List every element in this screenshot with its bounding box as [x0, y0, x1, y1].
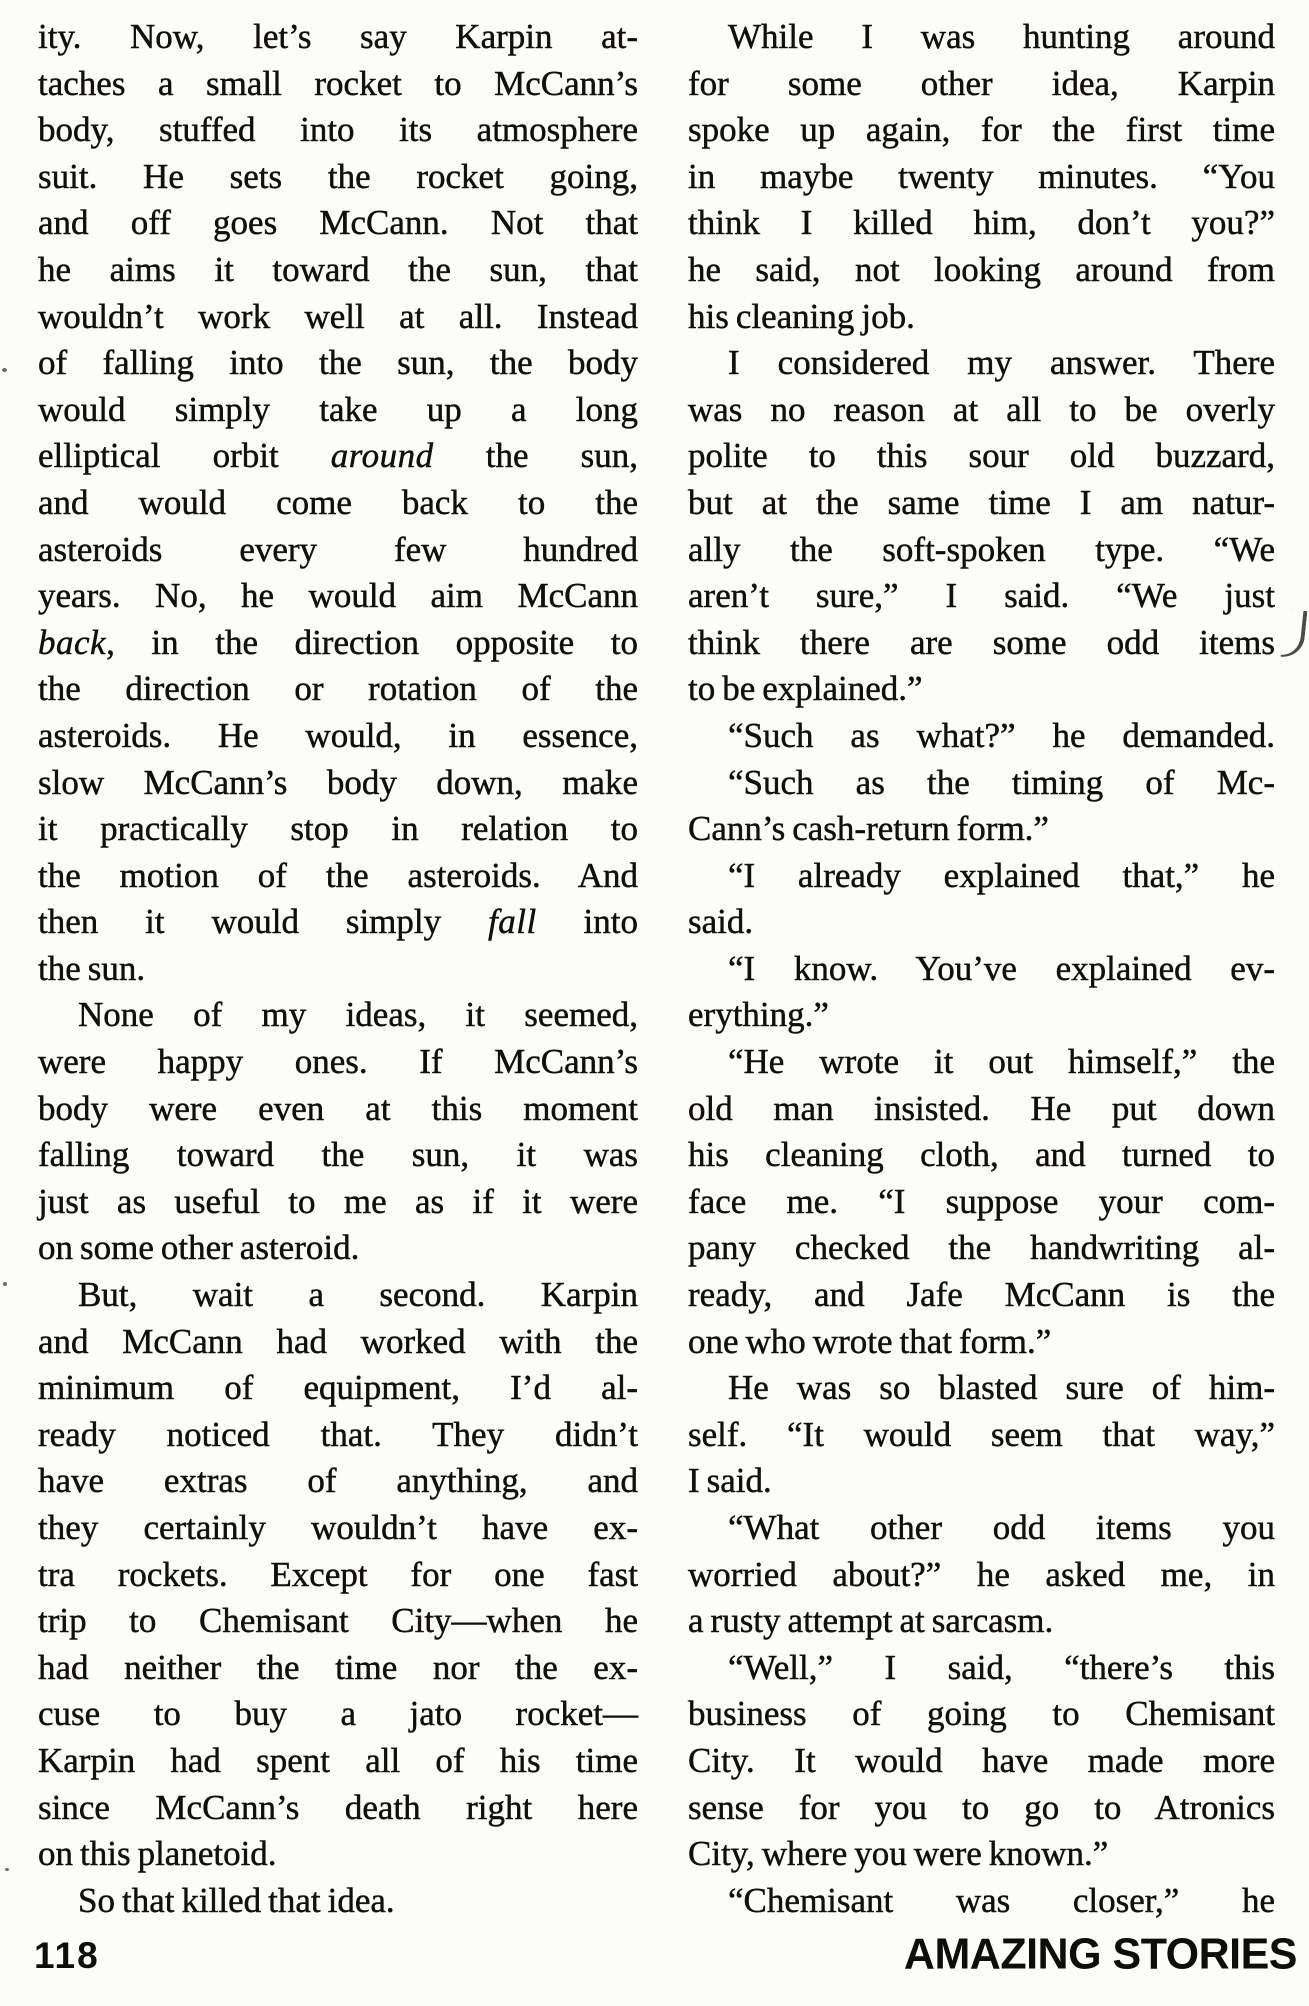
- text-line: one who wrote that form.”: [688, 1321, 1052, 1361]
- text-line: have extras of anything, and: [38, 1461, 638, 1501]
- text-line: of falling into the sun, the body: [38, 343, 638, 383]
- text-line: asteroids. He would, in essence,: [38, 715, 638, 755]
- text-line: body were even at this moment: [38, 1088, 638, 1128]
- scan-speck: [5, 1868, 9, 1871]
- text-line: on this planetoid.: [38, 1834, 277, 1874]
- text-line: City, where you were known.”: [688, 1834, 1109, 1874]
- text-line: back, in the direction opposite to: [38, 622, 638, 662]
- text-line: But, wait a second. Karpin: [78, 1275, 638, 1315]
- text-line: and would come back to the: [38, 482, 638, 522]
- text-line: but at the same time I am natur-: [688, 482, 1275, 522]
- text-line: self. “It would seem that way,”: [688, 1414, 1275, 1454]
- text-line: ally the soft-spoken type. “We: [688, 529, 1275, 569]
- text-line: “What other odd items you: [728, 1508, 1275, 1547]
- text-line: on some other asteroid.: [38, 1228, 360, 1268]
- text-line: trip to Chemisant City—when he: [38, 1601, 638, 1641]
- text-line: “Such as the timing of Mc-: [728, 762, 1275, 802]
- text-line: then it would simply fall into: [38, 902, 639, 942]
- text-line: years. No, he would aim McCann: [38, 576, 638, 616]
- page-footer: [34, 1930, 1297, 1979]
- text-line: sense for you to go to Atronics: [688, 1787, 1275, 1827]
- text-line: he said, not looking around from: [688, 249, 1275, 289]
- text-line: was no reason at all to be overly: [688, 389, 1275, 429]
- text-line: “Such as what?” he demanded.: [728, 715, 1275, 755]
- text-line: None of my ideas, it seemed,: [78, 995, 638, 1035]
- scan-speck: [3, 1282, 7, 1286]
- text-line: “Chemisant was closer,” he: [728, 1880, 1275, 1920]
- text-line: elliptical orbit around the sun,: [38, 436, 638, 476]
- text-line: taches a small rocket to McCann’s: [38, 63, 638, 103]
- text-line: “He wrote it out himself,” the: [728, 1042, 1275, 1082]
- text-line: body, stuffed into its atmosphere: [38, 110, 638, 150]
- text-line: While I was hunting around: [728, 17, 1275, 56]
- text-line: it practically stop in relation to: [38, 809, 638, 849]
- page-number: 118: [34, 1935, 100, 1976]
- text-line: they certainly wouldn’t have ex-: [38, 1508, 638, 1547]
- text-line: I said.: [688, 1461, 772, 1501]
- text-line: “I know. You’ve explained ev-: [728, 948, 1275, 988]
- text-line: So that killed that idea.: [78, 1880, 395, 1920]
- text-line: “I already explained that,” he: [728, 855, 1275, 895]
- text-line: face me. “I suppose your com-: [688, 1181, 1275, 1221]
- text-line: for some other idea, Karpin: [688, 63, 1275, 103]
- text-line: since McCann’s death right here: [38, 1787, 638, 1827]
- text-line: he aims it toward the sun, that: [38, 249, 638, 289]
- text-line: said.: [688, 902, 754, 942]
- text-line: in maybe twenty minutes. “You: [688, 156, 1275, 196]
- text-line: and off goes McCann. Not that: [38, 203, 638, 243]
- text-line: had neither the time nor the ex-: [38, 1647, 638, 1687]
- text-line: He was so blasted sure of him-: [728, 1368, 1275, 1408]
- text-line: business of going to Chemisant: [688, 1694, 1275, 1734]
- text-line: tra rockets. Except for one fast: [38, 1554, 638, 1594]
- text-line: the motion of the asteroids. And: [38, 855, 638, 895]
- text-line: to be explained.”: [688, 669, 923, 709]
- text-line: spoke up again, for the first time: [688, 110, 1275, 150]
- text-line: pany checked the handwriting al-: [688, 1228, 1275, 1268]
- text-line: the sun.: [38, 948, 146, 988]
- text-line: and McCann had worked with the: [38, 1321, 638, 1361]
- text-line: a rusty attempt at sarcasm.: [688, 1601, 1054, 1641]
- text-line: City. It would have made more: [688, 1740, 1275, 1780]
- text-line: just as useful to me as if it were: [38, 1181, 638, 1221]
- text-line: erything.”: [688, 995, 829, 1035]
- text-line: aren’t sure,” I said. “We just: [688, 576, 1275, 616]
- text-line: cuse to buy a jato rocket—: [38, 1694, 638, 1734]
- text-line: Karpin had spent all of his time: [38, 1740, 638, 1780]
- text-line: asteroids every few hundred: [38, 529, 638, 569]
- text-line: old man insisted. He put down: [688, 1088, 1275, 1128]
- text-line: were happy ones. If McCann’s: [38, 1042, 638, 1082]
- text-line: polite to this sour old buzzard,: [688, 436, 1275, 476]
- text-column-left: [38, 14, 638, 1924]
- text-line: would simply take up a long: [38, 389, 638, 429]
- text-line: think there are some odd items: [688, 622, 1275, 662]
- text-line: think I killed him, don’t you?”: [688, 203, 1275, 243]
- magazine-title: AMAZING STORIES: [903, 1929, 1297, 1979]
- text-line: suit. He sets the rocket going,: [38, 156, 638, 196]
- scan-artifact: [1281, 609, 1308, 659]
- scan-speck: [2, 368, 7, 372]
- text-line: worried about?” he asked me, in: [688, 1554, 1275, 1594]
- text-line: I considered my answer. There: [728, 343, 1275, 383]
- text-line: “Well,” I said, “there’s this: [728, 1647, 1275, 1687]
- text-line: slow McCann’s body down, make: [38, 762, 638, 802]
- text-line: his cleaning cloth, and turned to: [688, 1135, 1275, 1175]
- text-line: falling toward the sun, it was: [38, 1135, 638, 1175]
- text-line: minimum of equipment, I’d al-: [38, 1368, 638, 1408]
- text-line: Cann’s cash-return form.”: [688, 809, 1049, 849]
- text-line: ity. Now, let’s say Karpin at-: [38, 17, 638, 56]
- text-line: ready noticed that. They didn’t: [38, 1414, 638, 1454]
- text-line: his cleaning job.: [688, 296, 915, 336]
- text-line: the direction or rotation of the: [38, 669, 638, 709]
- text-column-right: [688, 14, 1275, 1924]
- text-line: wouldn’t work well at all. Instead: [38, 296, 638, 336]
- text-line: ready, and Jafe McCann is the: [688, 1275, 1275, 1315]
